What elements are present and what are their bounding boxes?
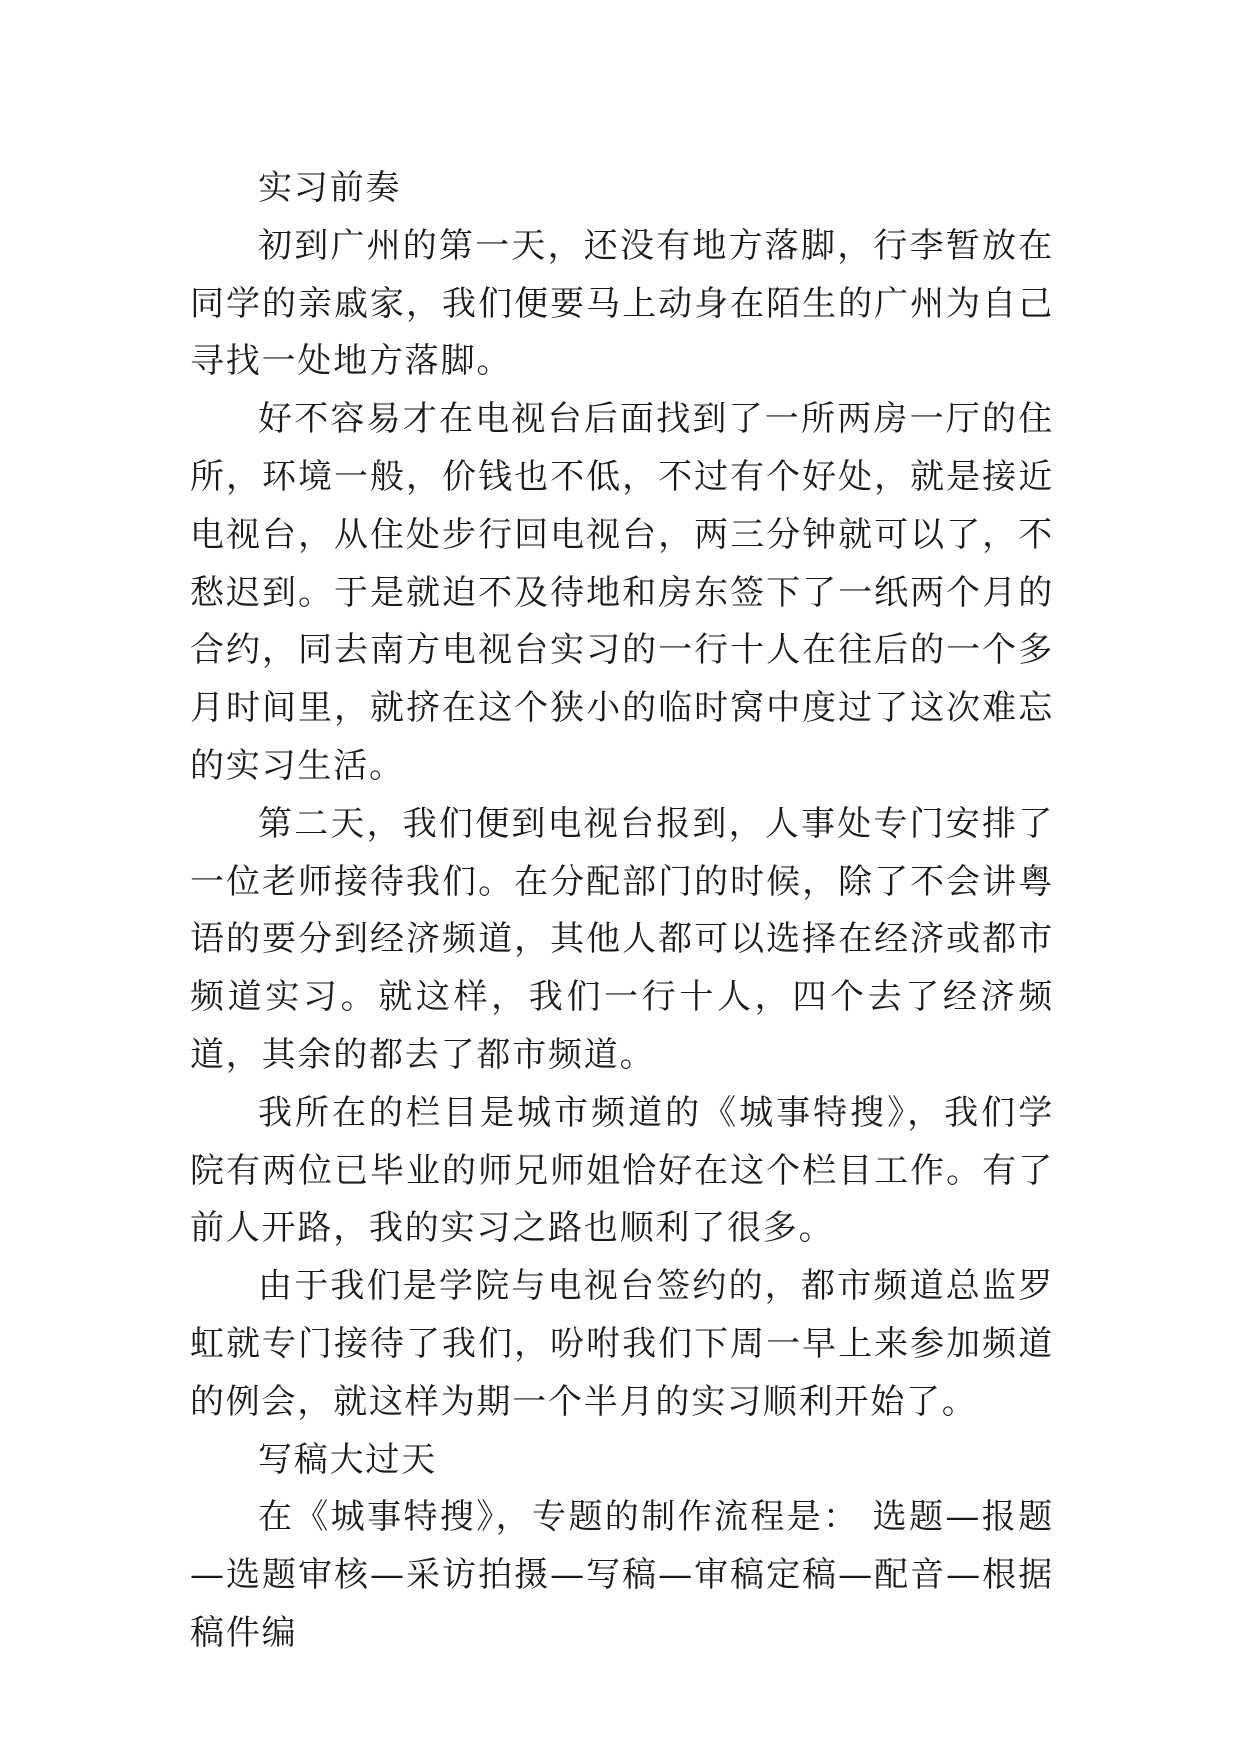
section-heading-prelude: 实习前奏 (258, 168, 402, 208)
paragraph-housing: 好不容易才在电视台后面找到了一所两房一厅的住所，环境一般，价钱也不低，不过有个好处，就是接近电视台，从住处步行回电视台，两三分钟就可以了，不愁迟到。于是就迫不及待地和房东签下了一纸两个月的合约，同去南方电视台实习的一行十人在往后的一个多月时间里，就挤在这个狭小的临时窝中度过了这次难忘的实习生活。 (190, 399, 1054, 786)
paragraph-report-day: 第二天，我们便到电视台报到，人事处专门安排了一位老师接待我们。在分配部门的时候，除了不会讲粤语的要分到经济频道，其他人都可以选择在经济或都市频道实习。就这样，我们一行十人，四个去了经济频道，其余的都去了都市频道。 (190, 803, 1054, 1075)
paragraph-workflow: 在《城事特搜》，专题的制作流程是： 选题—报题—选题审核—采访拍摄—写稿—审稿定稿—配音—根据稿件编 (190, 1497, 1054, 1653)
document-body (190, 160, 1054, 1663)
paragraph-start: 由于我们是学院与电视台签约的，都市频道总监罗虹就专门接待了我们，吩咐我们下周一早上来参加频道的例会，就这样为期一个半月的实习顺利开始了。 (190, 1266, 1054, 1422)
section-heading-writing: 写稿大过天 (258, 1439, 437, 1480)
paragraph-arrival: 初到广州的第一天，还没有地方落脚，行李暂放在同学的亲戚家，我们便要马上动身在陌生的广州为自己寻找一处地方落脚。 (190, 225, 1054, 382)
paragraph-program: 我所在的栏目是城市频道的《城事特搜》，我们学院有两位已毕业的师兄师姐恰好在这个栏目工作。有了前人开路，我的实习之路也顺利了很多。 (190, 1092, 1054, 1249)
